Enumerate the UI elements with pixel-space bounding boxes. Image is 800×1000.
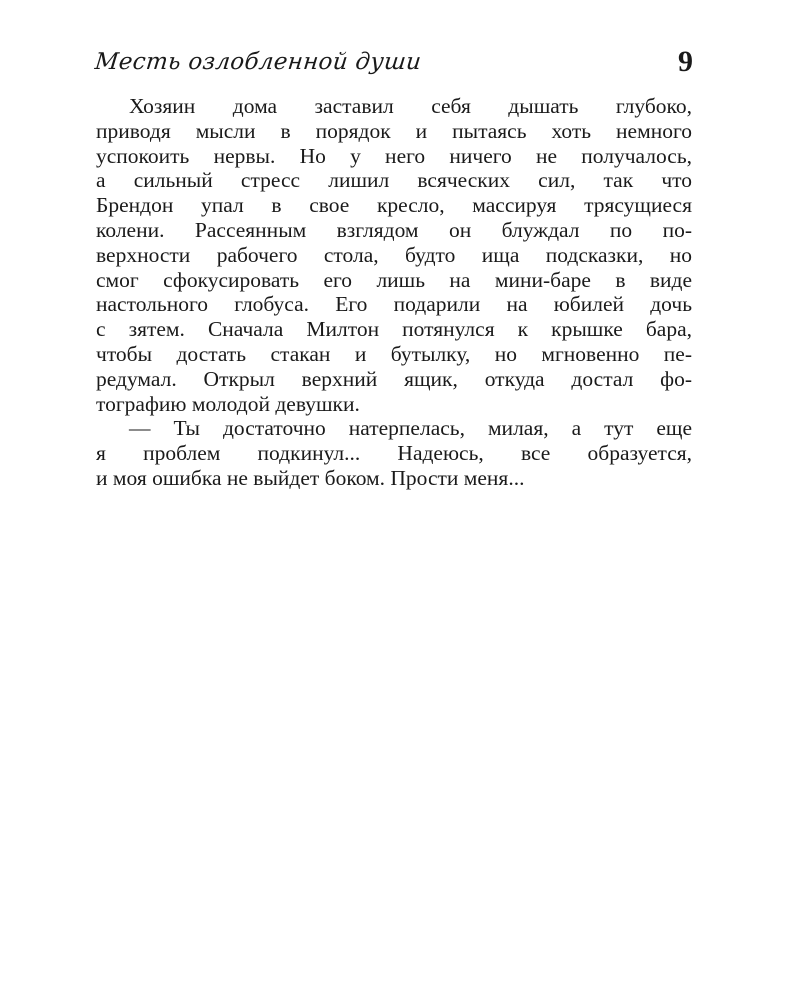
text-line: редумал. Открыл верхний ящик, откуда достал фо- xyxy=(96,366,692,391)
text-line: колени. Рассеянным взглядом он блуждал по по- xyxy=(96,217,692,242)
text-line: Хозяин дома заставил себя дышать глубоко, xyxy=(129,94,692,118)
body-text xyxy=(96,94,692,491)
text-line: чтобы достать стакан и бутылку, но мгновенно пе- xyxy=(96,341,692,366)
book-title: Месть озлобленной души xyxy=(93,49,423,75)
text-line: настольного глобуса. Его подарили на юбилей дочь xyxy=(96,292,692,317)
text-line: тографию молодой девушки. xyxy=(96,391,360,416)
text-line: Брендон упал в свое кресло, массируя трясущиеся xyxy=(96,193,692,218)
text-line: — Ты достаточно натерпелась, милая, а тут еще xyxy=(129,416,692,441)
text-line: я проблем подкинул... Надеюсь, все образуется, xyxy=(96,441,692,466)
text-line: приводя мысли в порядок и пытаясь хоть немного xyxy=(96,118,692,143)
paragraph-2 xyxy=(96,416,692,490)
text-line: смог сфокусировать его лишь на мини-баре в виде xyxy=(96,267,692,292)
page-number: 9 xyxy=(678,45,693,78)
text-line: и моя ошибка не выйдет боком. Прости меня... xyxy=(96,465,525,490)
text-line: с зятем. Сначала Милтон потянулся к крышке бара, xyxy=(96,317,692,342)
paragraph-1 xyxy=(96,94,692,416)
text-line: успокоить нервы. Но у него ничего не получалось, xyxy=(96,143,692,168)
running-head xyxy=(95,44,693,84)
text-line: а сильный стресс лишил всяческих сил, так что xyxy=(96,168,692,193)
text-line: верхности рабочего стола, будто ища подсказки, но xyxy=(96,242,692,267)
